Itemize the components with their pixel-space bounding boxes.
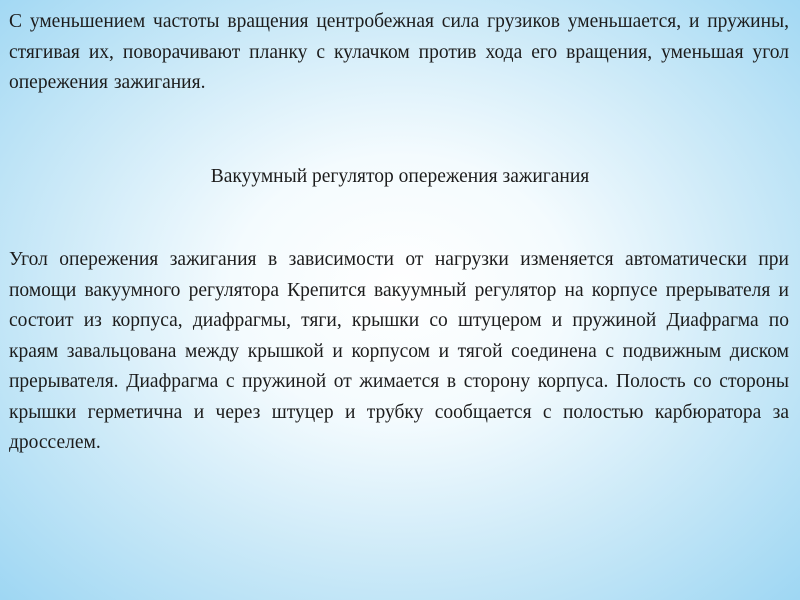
paragraph-vacuum-regulator: Угол опережения зажигания в зависимости от нагрузки изменяется автоматически при помощи вакуумного регулятора Крепится вакуумный регулятор на корпусе прерывателя и состоит из корпуса, диафрагмы, тяги, крышки со штуцером и пружиной Диафрагма по краям завальцована между крышкой и корпусом и тягой соединена с подвижным диском прерывателя. Диафрагма с пружиной от жимается в сторону корпуса. Полость со стороны крышки герметична и через штуцер и трубку сообщается с полостью карбюратора за дросселем. xyxy=(9,249,789,453)
section-heading-vacuum-regulator: Вакуумный регулятор опережения зажигания xyxy=(210,166,590,187)
paragraph-centrifugal-regulator: С уменьшением частоты вращения центробежная сила грузиков уменьшается, и пружины, стягивая их, поворачивают планку с кулачком против хода его вращения, уменьшая угол опережения зажигания. xyxy=(9,11,789,93)
